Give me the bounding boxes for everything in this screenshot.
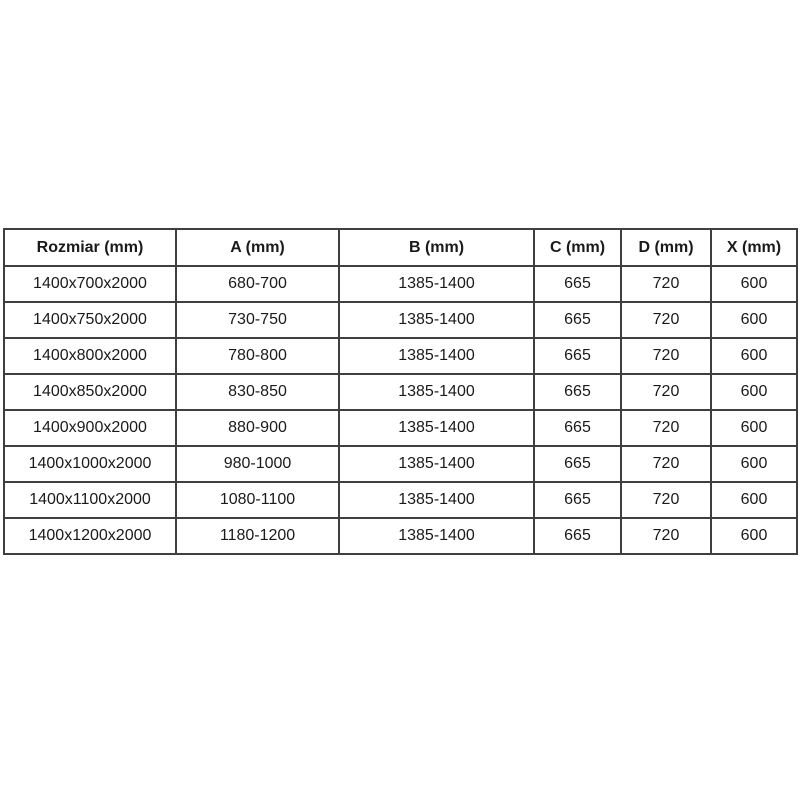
table-row <box>4 374 797 410</box>
table-cell: 1080-1100 <box>176 482 339 518</box>
column-header: B (mm) <box>339 229 534 266</box>
table-cell: 1180-1200 <box>176 518 339 554</box>
table-row <box>4 482 797 518</box>
column-header: X (mm) <box>711 229 797 266</box>
table-cell: 665 <box>534 410 621 446</box>
table-cell: 720 <box>621 482 711 518</box>
table-cell: 1385-1400 <box>339 374 534 410</box>
table-cell: 600 <box>711 302 797 338</box>
table-cell: 1400x750x2000 <box>4 302 176 338</box>
table-cell: 730-750 <box>176 302 339 338</box>
table-cell: 600 <box>711 374 797 410</box>
column-header: A (mm) <box>176 229 339 266</box>
table-cell: 600 <box>711 266 797 302</box>
table-cell: 720 <box>621 338 711 374</box>
table-cell: 780-800 <box>176 338 339 374</box>
table-row <box>4 266 797 302</box>
table-cell: 1400x1000x2000 <box>4 446 176 482</box>
table-cell: 830-850 <box>176 374 339 410</box>
table-cell: 1385-1400 <box>339 338 534 374</box>
column-header: C (mm) <box>534 229 621 266</box>
table-cell: 665 <box>534 266 621 302</box>
table-cell: 1385-1400 <box>339 446 534 482</box>
table-cell: 600 <box>711 518 797 554</box>
table-cell: 1385-1400 <box>339 266 534 302</box>
size-spec-table <box>3 228 798 555</box>
table-header <box>4 229 797 266</box>
table-cell: 1385-1400 <box>339 410 534 446</box>
table-cell: 720 <box>621 302 711 338</box>
table-cell: 720 <box>621 446 711 482</box>
table-cell: 600 <box>711 482 797 518</box>
table-cell: 880-900 <box>176 410 339 446</box>
table-cell: 1400x800x2000 <box>4 338 176 374</box>
table-cell: 600 <box>711 446 797 482</box>
table-cell: 720 <box>621 266 711 302</box>
table-cell: 600 <box>711 410 797 446</box>
table-cell: 1400x1100x2000 <box>4 482 176 518</box>
table-row <box>4 302 797 338</box>
table-cell: 665 <box>534 446 621 482</box>
table-cell: 980-1000 <box>176 446 339 482</box>
table-cell: 720 <box>621 518 711 554</box>
header-row <box>4 229 797 266</box>
column-header: Rozmiar (mm) <box>4 229 176 266</box>
table-cell: 1400x700x2000 <box>4 266 176 302</box>
table-cell: 665 <box>534 302 621 338</box>
table-body <box>4 266 797 554</box>
table-cell: 665 <box>534 374 621 410</box>
table-row <box>4 518 797 554</box>
table-cell: 1385-1400 <box>339 518 534 554</box>
table-row <box>4 446 797 482</box>
table-row <box>4 410 797 446</box>
table-cell: 1400x1200x2000 <box>4 518 176 554</box>
column-header: D (mm) <box>621 229 711 266</box>
table-row <box>4 338 797 374</box>
size-table-container <box>3 228 796 555</box>
table-cell: 1400x850x2000 <box>4 374 176 410</box>
table-cell: 600 <box>711 338 797 374</box>
table-cell: 665 <box>534 482 621 518</box>
table-cell: 680-700 <box>176 266 339 302</box>
table-cell: 1385-1400 <box>339 482 534 518</box>
table-cell: 720 <box>621 410 711 446</box>
table-cell: 1400x900x2000 <box>4 410 176 446</box>
table-cell: 665 <box>534 518 621 554</box>
table-cell: 665 <box>534 338 621 374</box>
table-cell: 720 <box>621 374 711 410</box>
table-cell: 1385-1400 <box>339 302 534 338</box>
